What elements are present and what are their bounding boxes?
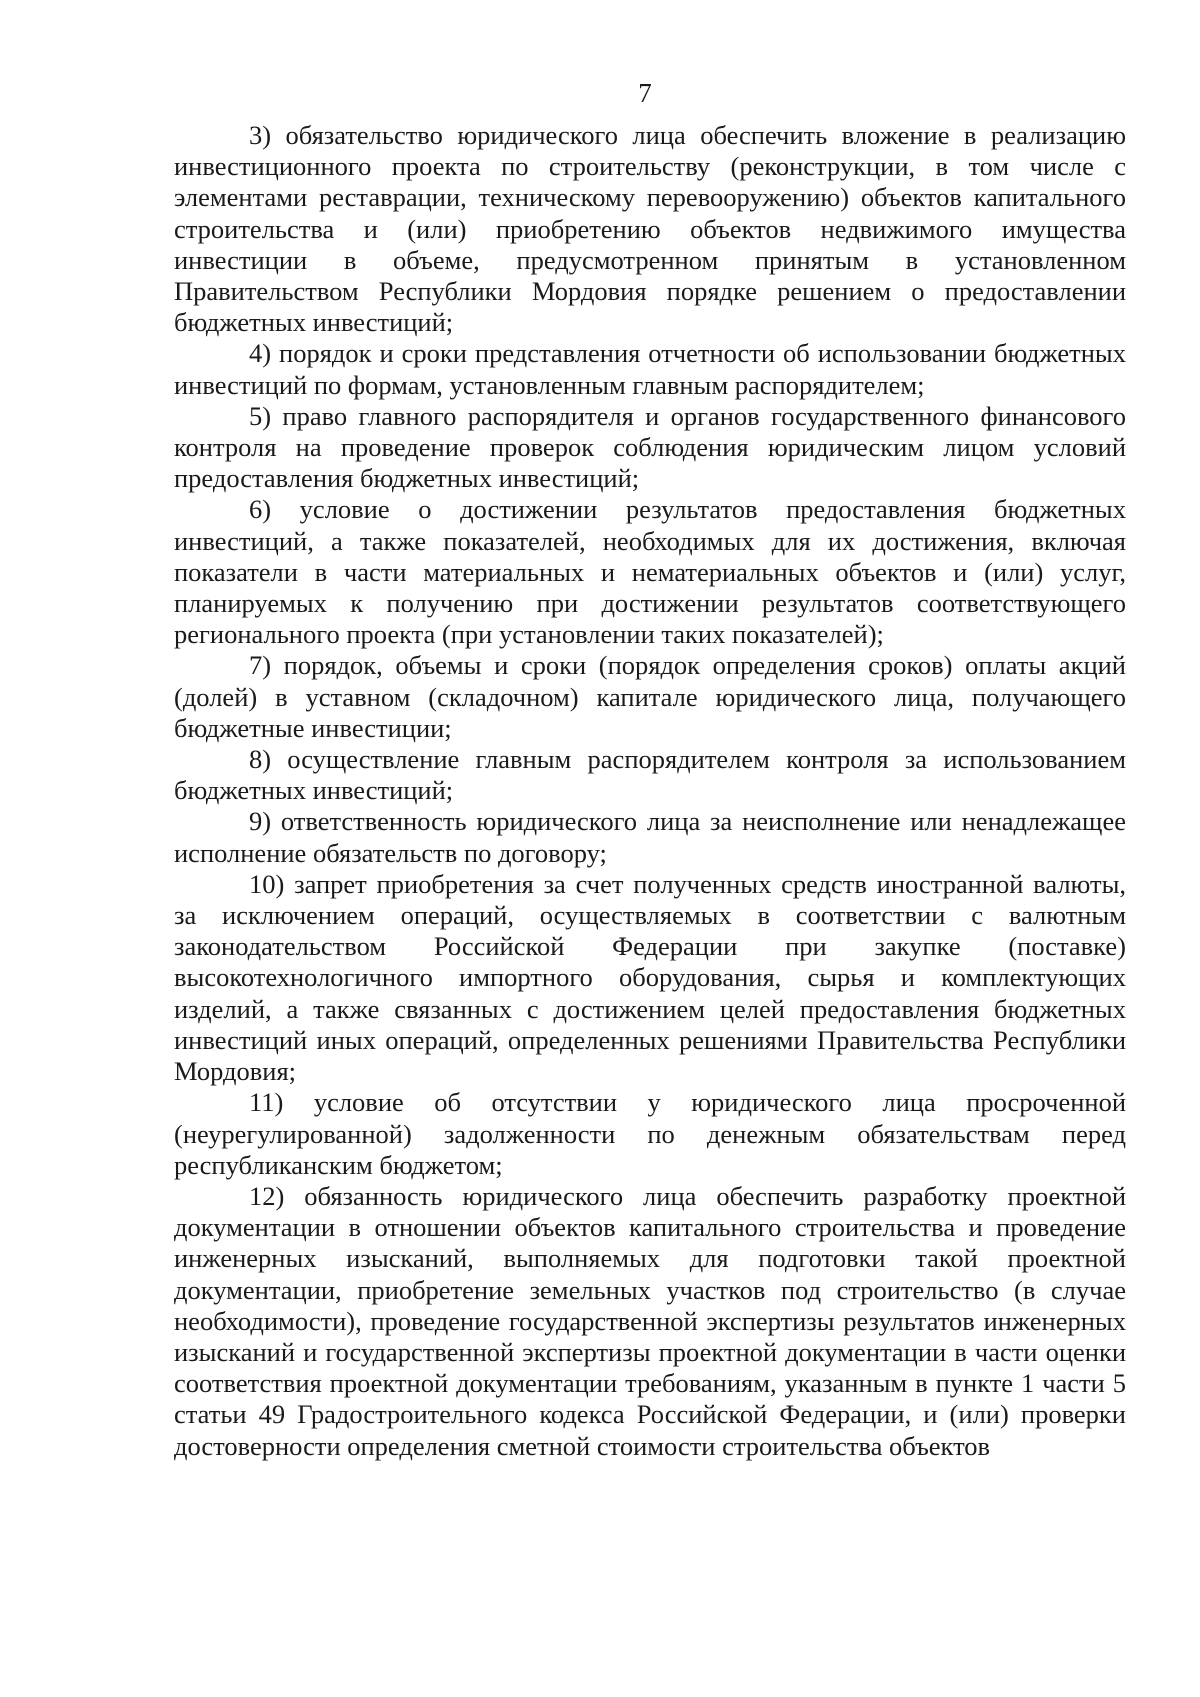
paragraph-item-9: 9) ответственность юридического лица за неисполнение или ненадлежащее исполнение обязательств по договору; [174, 806, 1126, 868]
paragraph-item-4: 4) порядок и сроки представления отчетности об использовании бюджетных инвестиций по формам, установленным главным распорядителем; [174, 338, 1126, 400]
paragraph-item-10: 10) запрет приобретения за счет полученных средств иностранной валюты, за исключением операций, осуществляемых в соответствии с валютным законодательством Российской Федерации при закупке (поставке) высокотехнологичного импортного оборудования, сырья и комплектующих изделий, а также связанных с достижением целей предоставления бюджетных инвестиций иных операций, определенных решениями Правительства Республики Мордовия; [174, 868, 1126, 1087]
page-number: 7 [638, 78, 652, 108]
paragraph-item-5: 5) право главного распорядителя и органов государственного финансового контроля на проведение проверок соблюдения юридическим лицом условий предоставления бюджетных инвестиций; [174, 400, 1126, 494]
paragraph-item-11: 11) условие об отсутствии у юридического лица просроченной (неурегулированной) задолженности по денежным обязательствам перед республиканским бюджетом; [174, 1087, 1126, 1180]
paragraph-item-12: 12) обязанность юридического лица обеспечить разработку проектной документации в отношении объектов капитального строительства и проведение инженерных изысканий, выполняемых для подготовки такой проектной документации, приобретение земельных участков под строительство (в случае необходимости), проведение государственной экспертизы результатов инженерных изысканий и государственной экспертизы проектной документации в части оценки соответствия проектной документации требованиям, указанным в пункте 1 части 5 статьи 49 Градостроительного кодекса Российской Федерации, и (или) проверки достоверности определения сметной стоимости строительства объектов [174, 1180, 1126, 1461]
paragraph-item-6: 6) условие о достижении результатов предоставления бюджетных инвестиций, а также показателей, необходимых для их достижения, включая показатели в части материальных и нематериальных объектов и (или) услуг, планируемых к получению при достижении результатов соответствующего регионального проекта (при установлении таких показателей); [174, 494, 1126, 650]
paragraph-item-7: 7) порядок, объемы и сроки (порядок определения сроков) оплаты акций (долей) в уставном (складочном) капитале юридического лица, получающего бюджетные инвестиции; [174, 650, 1126, 743]
paragraph-item-8: 8) осуществление главным распорядителем контроля за использованием бюджетных инвестиций; [174, 744, 1126, 806]
document-body [174, 120, 1126, 1462]
paragraph-item-3: 3) обязательство юридического лица обеспечить вложение в реализацию инвестиционного проекта по строительству (реконструкции, в том числе с элементами реставрации, техническому перевооружению) объектов капитального строительства и (или) приобретению объектов недвижимого имущества инвестиции в объеме, предусмотренном принятым в установленном Правительством Республики Мордовия порядке решением о предоставлении бюджетных инвестиций; [174, 120, 1126, 338]
